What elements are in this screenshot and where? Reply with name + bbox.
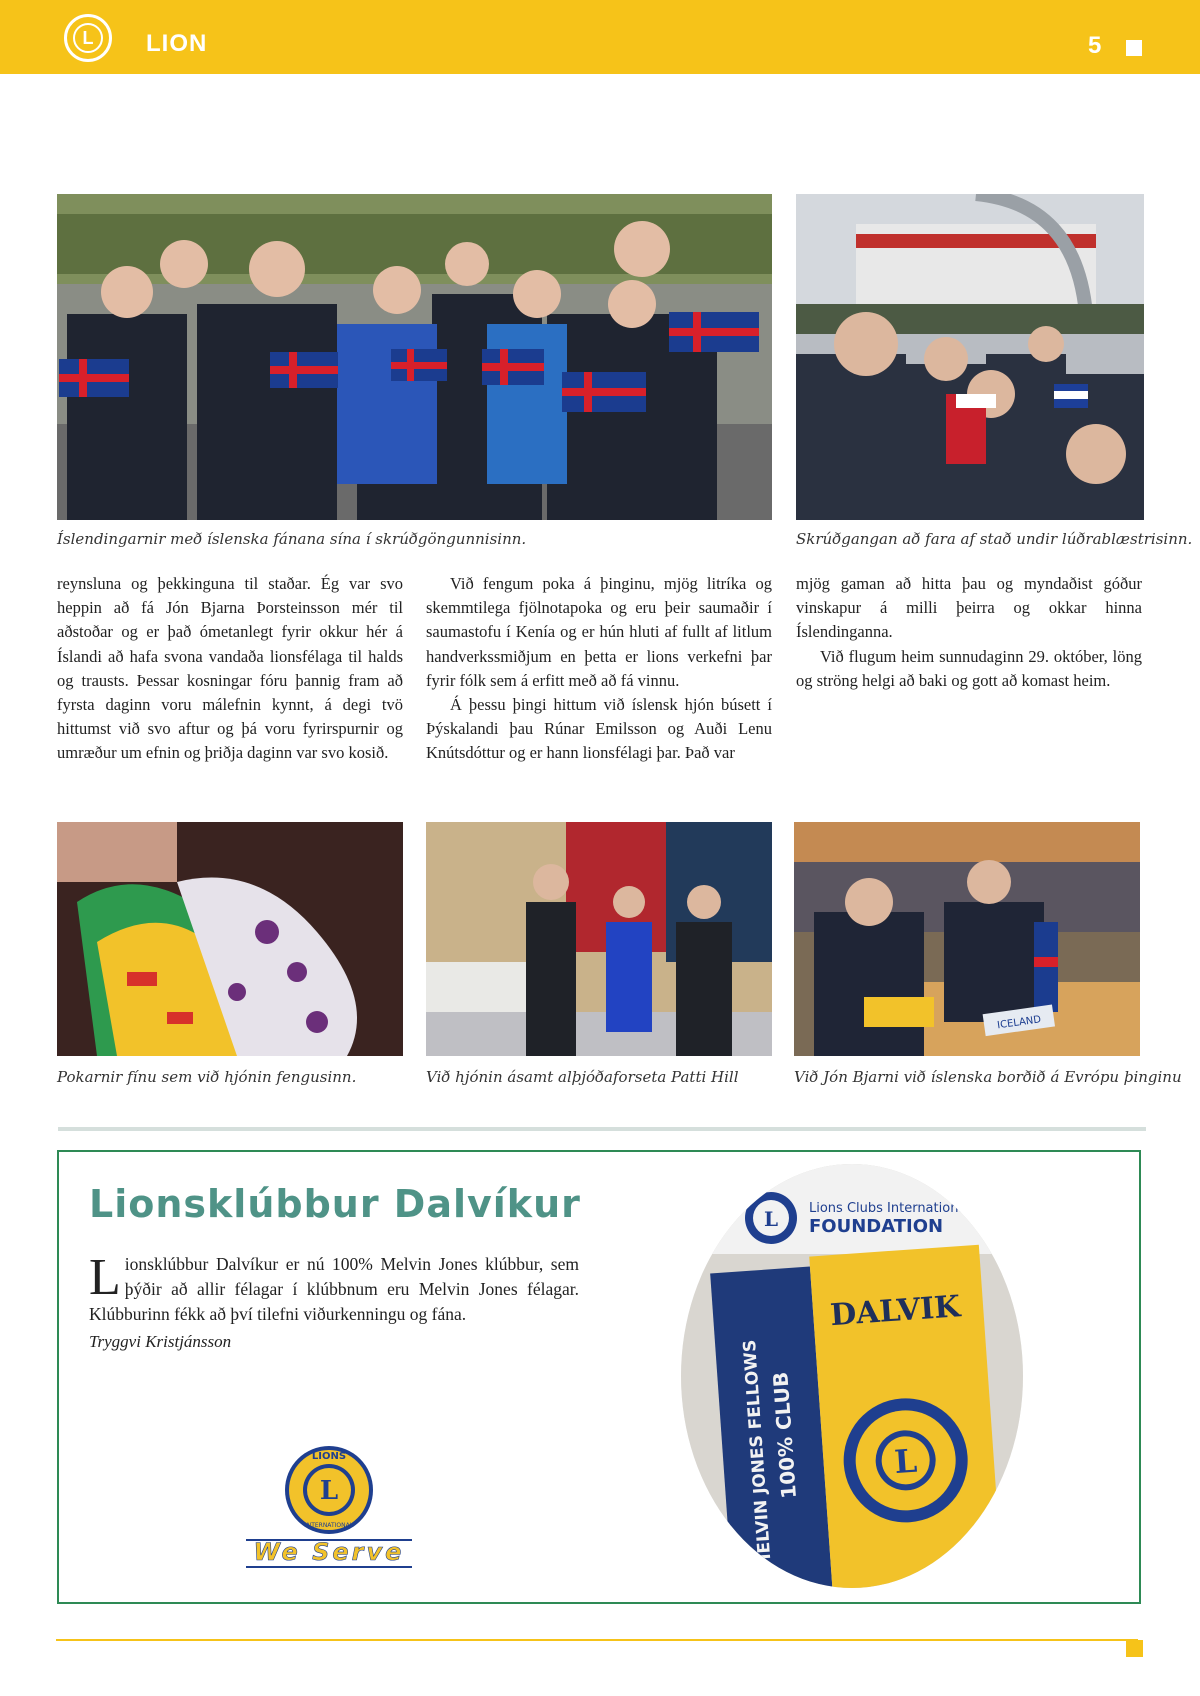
section-divider bbox=[58, 1127, 1146, 1131]
lions-emblem-icon bbox=[285, 1446, 373, 1534]
we-serve-motto: We Serve bbox=[253, 1538, 405, 1566]
lions-we-serve-logo bbox=[244, 1442, 414, 1572]
article-author: Tryggvi Kristjánsson bbox=[89, 1332, 232, 1351]
svg-text:DALVIK: DALVIK bbox=[829, 1289, 962, 1334]
article-column-2 bbox=[426, 572, 772, 766]
svg-text:LIONS: LIONS bbox=[311, 1451, 347, 1462]
svg-text:Lions Clubs International: Lions Clubs International bbox=[809, 1201, 971, 1216]
club-heading: Lionsklúbbur Dalvíkur bbox=[89, 1182, 581, 1226]
club-body bbox=[89, 1249, 579, 1327]
footer-rule bbox=[56, 1639, 1138, 1641]
iceland-table-sign: ICELAND bbox=[996, 1014, 1042, 1032]
caption-top-right: Skrúðgangan að fara af stað undir lúðrablæstrisinn. bbox=[796, 530, 1193, 548]
svg-text:L: L bbox=[893, 1441, 919, 1482]
svg-text:INTERNATIONAL: INTERNATIONAL bbox=[304, 1522, 354, 1529]
svg-text:L: L bbox=[763, 1207, 779, 1231]
header-square-icon bbox=[1126, 40, 1142, 56]
photo-dalvik-banner bbox=[681, 1164, 1023, 1588]
page-number: 5 bbox=[1088, 32, 1102, 59]
photo-couple-with-patti-hill bbox=[426, 822, 772, 1056]
magazine-title: LION bbox=[146, 30, 208, 57]
photo-iceland-table bbox=[794, 822, 1140, 1056]
svg-text:FOUNDATION: FOUNDATION bbox=[809, 1216, 944, 1237]
svg-text:MELVIN JONES FELLOWS: MELVIN JONES FELLOWS bbox=[739, 1339, 776, 1572]
footer-square-icon bbox=[1126, 1640, 1143, 1657]
paragraph: mjög gaman að hitta þau og myndaðist góður vinskapur á milli þeirra og okkar hinna Íslendinganna. bbox=[796, 574, 1142, 642]
caption-bottom-middle: Við hjónin ásamt alþjóðaforseta Patti Hill bbox=[426, 1068, 739, 1086]
paragraph: Við fengum poka á þinginu, mjög litríka og skemmtilega fjölnotapoka og eru þeir saumaðir í saumastofu í Kenía og er hún hluti af fullt af litlum handverkssmiðjum en þetta er lions verkefni þar fyrir fólk sem á erfitt með að fá vinnu. bbox=[426, 574, 772, 690]
caption-top-left: Íslendingarnir með íslenska fánana sína í skrúðgöngunnisinn. bbox=[57, 530, 527, 548]
paragraph: Við flugum heim sunnudaginn 29. október, löng og ströng helgi að baki og gott að komast heim. bbox=[796, 646, 1142, 690]
photo-parade-start bbox=[796, 194, 1144, 520]
photo-icelanders-with-flags bbox=[57, 194, 772, 520]
caption-bottom-right: Við Jón Bjarni við íslenska borðið á Evrópu þinginu bbox=[794, 1068, 1182, 1086]
club-news-box bbox=[57, 1150, 1141, 1604]
svg-text:L: L bbox=[319, 1476, 339, 1506]
paragraph: reynsluna og þekkinguna til staðar. Ég var svo heppin að fá Jón Bjarna Þorsteinsson mér til aðstoðar og er það ómetanlegt fyrir okkur hér á Íslandi að hafa svona vandaða lionsfélaga til halds og trausts. Þessar kosningar fóru þannig fram að fyrsta daginn voru málefnin kynnt, á degi tvö hittumst við svo aftur og þá voru fyrirspurnir og umræður um efnin og þriðja daginn var svo kosið. bbox=[57, 574, 403, 763]
lions-emblem-icon: L bbox=[64, 14, 112, 62]
svg-text:100% CLUB: 100% CLUB bbox=[768, 1371, 802, 1500]
article-column-1 bbox=[57, 572, 403, 766]
photo-colorful-bags bbox=[57, 822, 403, 1056]
page-header bbox=[0, 0, 1200, 74]
drop-cap: L bbox=[89, 1249, 121, 1306]
caption-bottom-left: Pokarnir fínu sem við hjónin fengusinn. bbox=[57, 1068, 357, 1086]
article-column-3 bbox=[796, 572, 1142, 693]
club-body-text: ionsklúbbur Dalvíkur er nú 100% Melvin Jones klúbbur, sem þýðir að allir félagar í klúbbnum eru Melvin Jones félagar. Klúbburinn fékk að því tilefni viðurkenningu og fána. bbox=[89, 1254, 579, 1324]
paragraph: Á þessu þingi hittum við íslensk hjón búsett í Þýskalandi þau Rúnar Emilsson og Auði Lenu Knútsdóttur og er hann lionsfélagi þar. Það var bbox=[426, 695, 772, 763]
